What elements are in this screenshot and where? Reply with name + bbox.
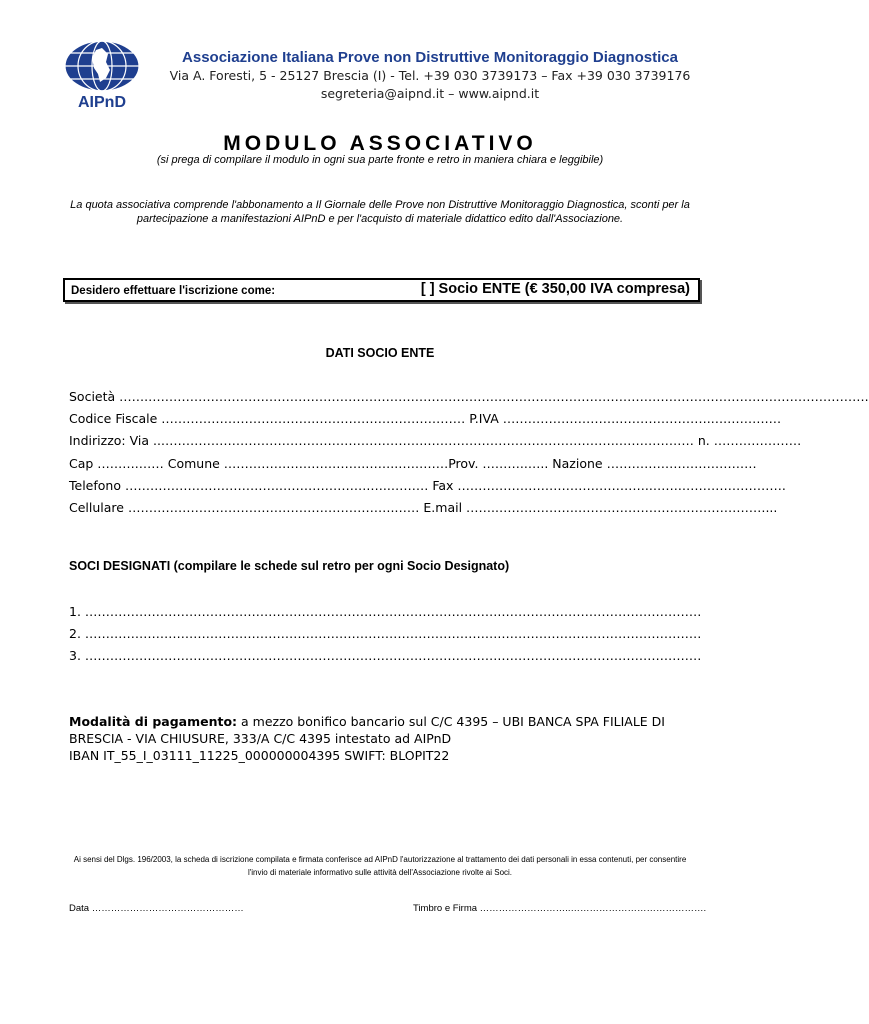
organization-contacts: segreteria@aipnd.it – www.aipnd.it	[320, 86, 540, 101]
payment-line-1	[69, 714, 665, 729]
privacy-notice: Ai sensi del Dlgs. 196/2003, la scheda di iscrizione compilata e firmata conferisce ad AIPnD l'autorizzazione al trattamento dei dati personali in essa contenuti, per consentire l'invio di materiale informativo sulle attività dell'Associazione rivolte ai Soci.	[73, 855, 687, 877]
soci-section-title: SOCI DESIGNATI (compilare le schede sul retro per ogni Socio Designato)	[69, 559, 510, 573]
form-title: MODULO ASSOCIATIVO	[223, 132, 537, 155]
field-societa[interactable]: Società …….………………………………………………………………………….…………………………………………………………………………….	[69, 389, 869, 404]
payment-label: Modalità di pagamento:	[69, 714, 238, 729]
aipnd-logo	[62, 38, 142, 118]
field-codice-fiscale-piva[interactable]: Codice Fiscale ……………………………….……………………………… P.IVA ……………………….………………….….……….…	[69, 411, 782, 426]
field-socio-3[interactable]: 3. ……………………………………………………………………………………….…………………………………………	[69, 648, 702, 663]
field-cap-comune-prov-nazione[interactable]: Cap ……….…… Comune …………………………….……..…………Prov. ………..….. Nazione ………………………………	[69, 456, 757, 471]
subscription-box	[63, 278, 700, 302]
stamp-signature-field[interactable]: Timbro e Firma ………………………..…………………………………….	[413, 903, 707, 914]
payment-line-2: BRESCIA - VIA CHIUSURE, 333/A C/C 4395 intestato ad AIPnD	[69, 731, 452, 746]
field-cellulare-email[interactable]: Cellulare ……………………………………………………….…… E.mail ……..……………….………………………………………...	[69, 500, 778, 515]
payment-bank-text: a mezzo bonifico bancario sul C/C 4395 – UBI BANCA SPA FILIALE DI	[237, 714, 665, 729]
subscription-option-checkbox[interactable]: [ ] Socio ENTE (€ 350,00 IVA compresa)	[420, 281, 690, 297]
intro-paragraph: La quota associativa comprende l'abbonamento a Il Giornale delle Prove non Distruttive Monitoraggio Diagnostica, sconti per la partecipazione a manifestazioni AIPnD e per l'acquisto di materiale didattico edito dall'Associazione.	[70, 199, 690, 225]
form-subtitle: (si prega di compilare il modulo in ogni sua parte fronte e retro in maniera chiara e leggibile)	[156, 154, 604, 166]
organization-name: Associazione Italiana Prove non Distruttive Monitoraggio Diagnostica	[182, 49, 678, 66]
date-field[interactable]: Data …………………………………………	[69, 903, 244, 914]
logo-text: AIPnD	[78, 94, 126, 111]
globe-icon	[62, 38, 142, 98]
field-indirizzo[interactable]: Indirizzo: Via ..……………………………………………………….……………………………………….……………… n. …………………	[69, 433, 802, 448]
field-socio-2[interactable]: 2. ……………………………………………………………………………………….…………………………………………	[69, 626, 702, 641]
field-socio-1[interactable]: 1. ……………………………………………………………………………………….…………………………………………	[69, 604, 702, 619]
subscription-label: Desidero effettuare l'iscrizione come:	[71, 285, 276, 297]
field-telefono-fax[interactable]: Telefono ……………………………….………………….…..……… Fax ………………………………………..…….…………………….	[69, 478, 786, 493]
dati-section-title: DATI SOCIO ENTE	[325, 346, 435, 360]
payment-iban: IBAN IT_55_I_03111_11225_000000004395 SWIFT: BLOPIT22	[69, 748, 450, 763]
organization-address: Via A. Foresti, 5 - 25127 Brescia (I) - Tel. +39 030 3739173 – Fax +39 030 3739176	[169, 68, 691, 83]
